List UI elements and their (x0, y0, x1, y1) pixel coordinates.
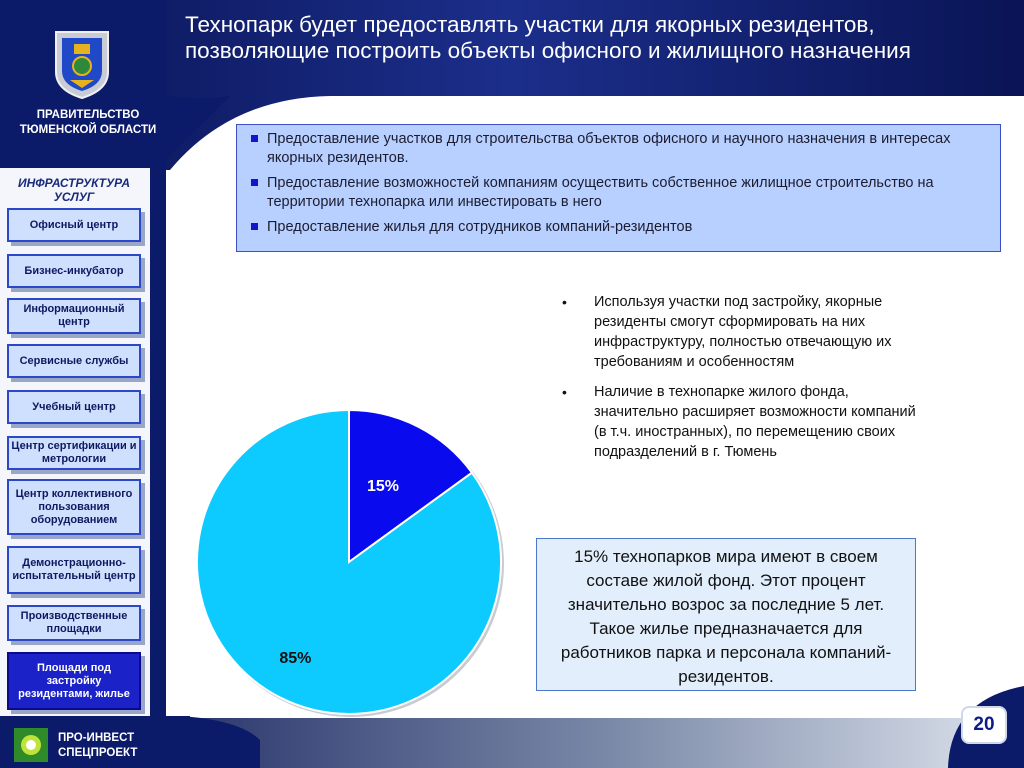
sidebar-item-label: Учебный центр (32, 400, 116, 413)
housing-pie-chart (195, 404, 507, 718)
square-bullet-icon (251, 135, 258, 142)
bullet-icon: • (562, 294, 567, 310)
right-bullet-list (560, 292, 920, 472)
sidebar-item-info-center[interactable] (7, 298, 141, 334)
government-label: ПРАВИТЕЛЬСТВО ТЮМЕНСКОЙ ОБЛАСТИ (19, 109, 157, 136)
sidebar-item-office-center[interactable] (7, 208, 141, 242)
list-item: • Используя участки под застройку, якорные резиденты смогут сформировать на них инфраструктуру, полностью отвечающую их требованиям и особенностям (562, 294, 892, 370)
sidebar-item-label: Производственные площадки (20, 610, 128, 635)
square-bullet-icon (251, 179, 258, 186)
bullet-icon: • (562, 384, 567, 400)
coat-of-arms-icon (52, 28, 112, 100)
sidebar-item-label: Центр коллективного пользования оборудованием (15, 487, 133, 526)
info-box: 15% технопарков мира имеют в своем составе жилой фонд. Этот процент значительно возрос за последние 5 лет. Такое жилье предназначается для работников парка и персонала компаний-резидентов. (536, 538, 916, 691)
sidebar-item-demo-center[interactable] (7, 546, 141, 594)
slide-title: Технопарк будет предоставлять участки для якорных резидентов, позволяющие построить объекты офисного и жилищного назначения (185, 12, 911, 63)
list-item: Предоставление возможностей компаниям осуществить собственное жилищное строительство на территории технопарка или инвестировать в него (249, 174, 990, 212)
sidebar-item-service[interactable] (7, 344, 141, 378)
sidebar-item-certification[interactable] (7, 436, 141, 470)
sidebar-item-label: Информационный центр (23, 303, 125, 328)
sidebar-item-business-incubator[interactable] (7, 254, 141, 288)
sidebar-item-label: Сервисные службы (19, 354, 129, 367)
sidebar-item-training-center[interactable] (7, 390, 141, 424)
sidebar-item-label: Демонстрационно-испытательный центр (12, 557, 136, 582)
sidebar-item-label: Центр сертификации и метрологии (11, 440, 137, 465)
sidebar-item-label: Офисный центр (29, 218, 119, 231)
sidebar-item-shared-equipment[interactable] (7, 479, 141, 535)
list-item: • Наличие в технопарке жилого фонда, значительно расширяет возможности компаний (в т.ч. иностранных), по перемещению своих подразделений в г. Тюмень (562, 384, 916, 460)
top-bullet-box (236, 124, 1001, 252)
page-number: 20 (961, 706, 1007, 744)
list-item: Предоставление участков для строительства объектов офисного и научного назначения в интересах якорных резидентов. (249, 130, 990, 168)
company-brand: ПРО-ИНВЕСТ СПЕЦПРОЕКТ (58, 732, 138, 759)
company-logo-icon (14, 728, 48, 762)
sidebar-item-production[interactable] (7, 605, 141, 641)
pie-label-85: 85% (279, 649, 312, 667)
sidebar-section-title: ИНФРАСТРУКТУРА УСЛУГ (17, 176, 131, 204)
list-item: Предоставление жилья для сотрудников компаний-резидентов (249, 218, 990, 237)
square-bullet-icon (251, 223, 258, 230)
sidebar-item-label: Площади под застройку резидентами, жилье (18, 661, 130, 700)
sidebar-item-label: Бизнес-инкубатор (24, 264, 124, 277)
sidebar-item-resident-housing[interactable] (7, 652, 141, 710)
pie-label-15: 15% (366, 477, 399, 495)
